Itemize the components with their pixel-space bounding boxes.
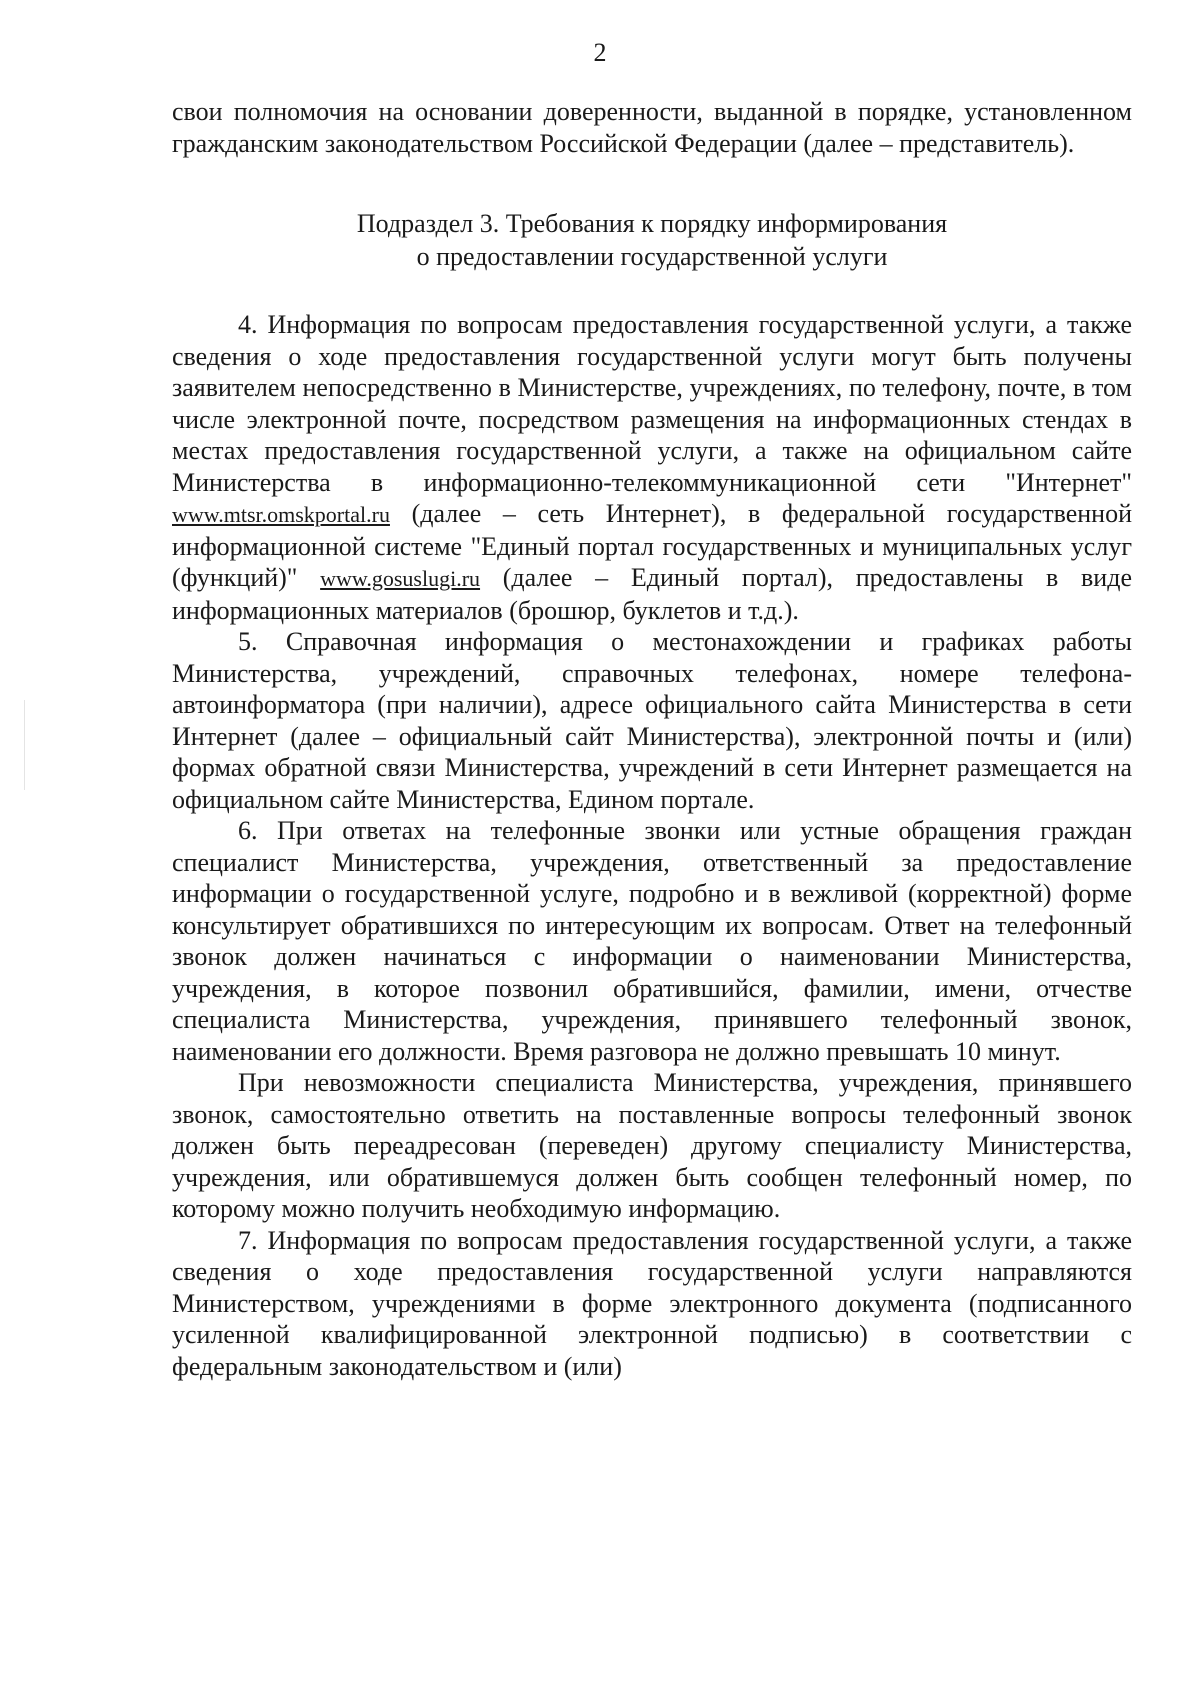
scan-margin-mark	[24, 700, 25, 790]
paragraph-4-text-3: (далее – Единый портал), предоставлены в виде информационных материалов (брошюр, буклетов и т.д.).	[172, 563, 1132, 625]
paragraph-6: 6. При ответах на телефонные звонки или устные обращения граждан специалист Министерства, учреждения, ответственный за предоставление информации о государственной услуге, подробно и в вежливой (корректной) форме консультирует обратившихся по интересующим их вопросам. Ответ на телефонный звонок должен начинаться с информации о наименовании Министерства, учреждения, в которое позвонил обратившийся, фамилии, имени, отчестве специалиста Министерства, учреждения, принявшего телефонный звонок, наименовании его должности. Время разговора не должно превышать 10 минут.	[172, 816, 1132, 1066]
ministry-site-link[interactable]: www.mtsr.omskportal.ru	[172, 502, 390, 527]
document-body	[172, 96, 1132, 1382]
intro-paragraph: свои полномочия на основании доверенности, выданной в порядке, установленном гражданским законодательством Российской Федерации (далее – представитель).	[172, 97, 1132, 158]
section-heading-line-1: Подраздел 3. Требования к порядку информирования	[356, 209, 948, 238]
paragraph-4-text-2: (далее – сеть Интернет), в федеральной государственной информационной системе "Единый портал государственных и муниципальных услуг (функций)"	[172, 499, 1132, 592]
paragraph-4-text-1: 4. Информация по вопросам предоставления государственной услуги, а также сведения о ходе предоставления государственной услуги могут быть получены заявителем непосредственно в Министерстве, учреждениях, по телефону, почте, в том числе электронной почте, посредством размещения на информационных стендах в местах предоставления государственной услуги, а также на официальном сайте Министерства в информационно-телекоммуникационной сети "Интернет"	[172, 310, 1132, 497]
section-heading	[172, 207, 1132, 273]
paragraph-7: 7. Информация по вопросам предоставления государственной услуги, а также сведения о ходе предоставления государственной услуги направляются Министерством, учреждениями в форме электронного документа (подписанного усиленной квалифицированной электронной подписью) в соответствии с федеральным законодательством и (или)	[172, 1225, 1132, 1381]
paragraph-6-continued: При невозможности специалиста Министерства, учреждения, принявшего звонок, самостоятельно ответить на поставленные вопросы телефонный звонок должен быть переадресован (переведен) другому специалисту Министерства, учреждения, или обратившемуся должен быть сообщен телефонный номер, по которому можно получить необходимую информацию.	[172, 1068, 1132, 1223]
gosuslugi-link[interactable]: www.gosuslugi.ru	[320, 566, 481, 591]
section-heading-line-2: о предоставлении государственной услуги	[416, 242, 888, 271]
paragraph-4	[172, 309, 1132, 626]
paragraph-5: 5. Справочная информация о местонахождении и графиках работы Министерства, учреждений, справочных телефонах, номере телефона-автоинформатора (при наличии), адресе официального сайта Министерства в сети Интернет (далее – официальный сайт Министерства), электронной почты и (или) формах обратной связи Министерства, учреждений в сети Интернет размещается на официальном сайте Министерства, Едином портале.	[172, 627, 1132, 814]
page-number: 2	[593, 38, 607, 67]
